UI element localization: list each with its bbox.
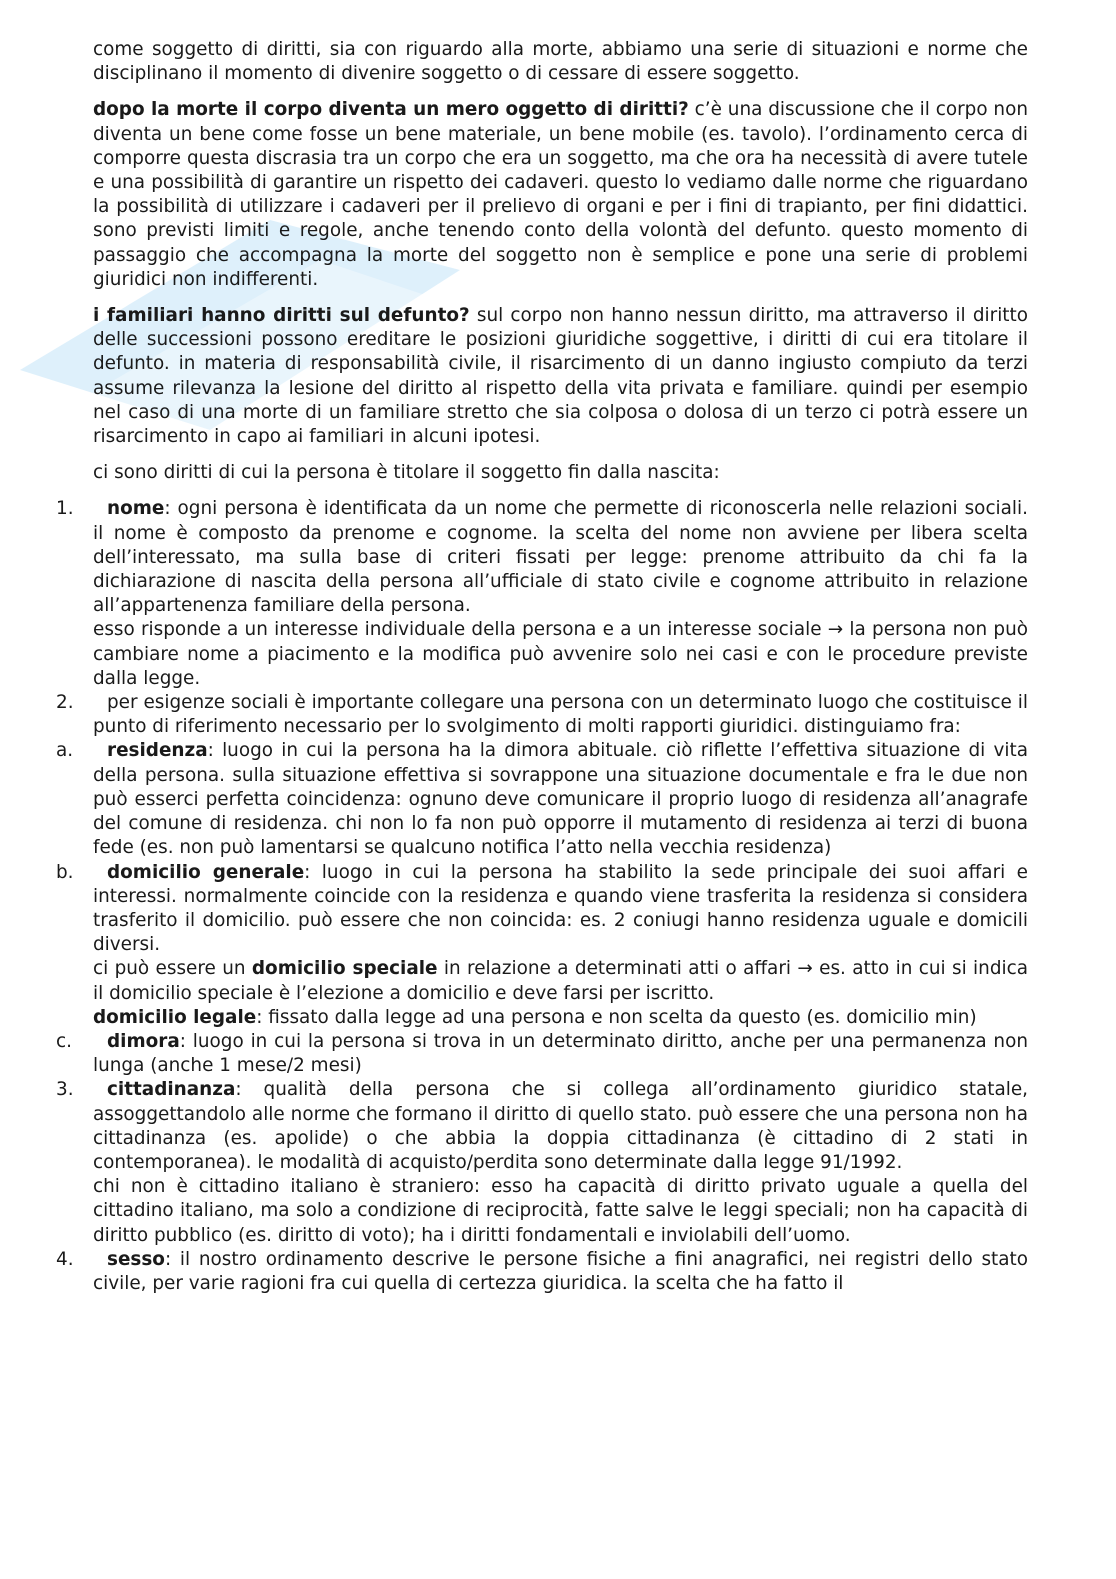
- list-marker: 1.: [56, 498, 74, 520]
- list-item: b. domicilio generale: luogo in cui la persona ha stabilito la sede principale dei suoi affari e interessi. normalmente coincide con la residenza e quando viene trasferita la residenza si considera trasferito il domicilio. può essere che non coincida: es. 2 coniugi hanno residenza uguale e domicili diversi. ci può essere un domicilio speciale in relazione a determinati atti o affari → es. atto in cui si indica il domicilio speciale è l’elezione a domicilio e deve farsi per iscritto. domicilio legale: fissato dalla legge ad una persona e non scelta da questo (es. domicilio min): [56, 861, 1028, 1028]
- list-item: c. dimora: luogo in cui la persona si trova in un determinato diritto, anche per una permanenza non lunga (anche 1 mese/2 mesi): [56, 1030, 1028, 1077]
- question-heading: dopo la morte il corpo diventa un mero oggetto di diritti?: [93, 99, 689, 121]
- term: nome: [107, 498, 165, 520]
- term: sesso: [107, 1248, 165, 1270]
- question-heading: i familiari hanno diritti sul defunto?: [93, 305, 470, 327]
- list-item: 4. sesso: il nostro ordinamento descrive le persone fisiche a fini anagrafici, nei registri dello stato civile, per varie ragioni fra cui quella di certezza giuridica. la scelta che ha fatto il: [56, 1248, 1028, 1294]
- term: domicilio legale: [93, 1006, 257, 1028]
- document-page: [56, 38, 1028, 1296]
- list-item: a. residenza: luogo in cui la persona ha la dimora abituale. ciò riflette l’effettiva situazione di vita della persona. sulla situazione effettiva si sovrappone una situazione documentale e fra le due non può esserci perfetta coincidenza: ognuno deve comunicare il proprio luogo di residenza all’anagrafe del comune di residenza. chi non lo fa non può opporre il mutamento di residenza ai terzi di buona fede (es. non può lamentarsi se qualcuno notifica l’atto nella vecchia residenza): [56, 740, 1028, 859]
- list-marker: b.: [56, 861, 74, 883]
- list-marker: 2.: [56, 692, 74, 714]
- list-marker: c.: [56, 1030, 72, 1052]
- term: residenza: [107, 740, 208, 762]
- term: dimora: [107, 1030, 180, 1052]
- paragraph: dopo la morte il corpo diventa un mero oggetto di diritti? c’è una discussione che il corpo non diventa un bene come fosse un bene materiale, un bene mobile (es. tavolo). l’ordinamento cerca di comporre questa discrasia tra un corpo che era un soggetto, ma che ora ha necessità di avere tutele e una possibilità di garantire un rispetto dei cadaveri. questo lo vediamo dalle norme che riguardano la possibilità di utilizzare i cadaveri per il prelievo di organi e per i fini di trapianto, per fini didattici. sono previsti limiti e regole, anche tenendo conto della volontà del defunto. questo momento di passaggio che accompagna la morte del soggetto non è semplice e pone una serie di problemi giuridici non indifferenti.: [93, 99, 1028, 290]
- list-marker: a.: [56, 740, 74, 762]
- list-marker: 4.: [56, 1248, 74, 1270]
- list-item: 1. nome: ogni persona è identificata da un nome che permette di riconoscerla nelle relazioni sociali. il nome è composto da prenome e cognome. la scelta del nome non avviene per libera scelta dell’interessato, ma sulla base di criteri fissati per legge: prenome attribuito da chi fa la dichiarazione di nascita della persona all’ufficiale di stato civile e cognome attribuito in relazione all’appartenenza familiare della persona. esso risponde a un interesse individuale della persona e a un interesse sociale → la persona non può cambiare nome a piacimento e la modifica può avvenire solo nei casi e con le procedure previste dalla legge.: [56, 498, 1028, 689]
- list-item: 3. cittadinanza: qualità della persona che si collega all’ordinamento giuridico statale, assoggettandolo alle norme che formano il diritto di quello stato. può essere che una persona non ha cittadinanza (es. apolide) o che abbia la doppia cittadinanza (è cittadino di 2 stati in contemporanea). le modalità di acquisto/perdita sono determinate dalla legge 91/1992. chi non è cittadino italiano è straniero: esso ha capacità di diritto privato uguale a quella del cittadino italiano, ma solo a condizione di reciprocità, fatte salve le leggi speciali; non ha capacità di diritto pubblico (es. diritto di voto); ha i diritti fondamentali e inviolabili dell’uomo.: [56, 1079, 1028, 1246]
- list-marker: 3.: [56, 1079, 74, 1101]
- list-intro: ci sono diritti di cui la persona è titolare il soggetto fin dalla nascita:: [93, 462, 720, 484]
- term: domicilio speciale: [251, 958, 438, 980]
- paragraph: come soggetto di diritti, sia con riguardo alla morte, abbiamo una serie di situazioni e norme che disciplinano il momento di divenire soggetto o di cessare di essere soggetto.: [93, 39, 1028, 85]
- paragraph: i familiari hanno diritti sul defunto? sul corpo non hanno nessun diritto, ma attraverso il diritto delle successioni possono ereditare le posizioni giuridiche soggettive, i diritti di cui era titolare il defunto. in materia di responsabilità civile, il risarcimento di un danno ingiusto compiuto da terzi assume rilevanza la lesione del diritto al rispetto della vita privata e familiare. quindi per esempio nel caso di una morte di un familiare stretto che sia colposa o dolosa di un terzo ci potrà essere un risarcimento in capo ai familiari in alcuni ipotesi.: [93, 305, 1028, 448]
- list-item: 2. per esigenze sociali è importante collegare una persona con un determinato luogo che costituisce il punto di riferimento necessario per lo svolgimento di molti rapporti giuridici. distinguiamo fra:: [56, 692, 1028, 738]
- term: cittadinanza: [107, 1079, 236, 1101]
- term: domicilio generale: [107, 861, 305, 883]
